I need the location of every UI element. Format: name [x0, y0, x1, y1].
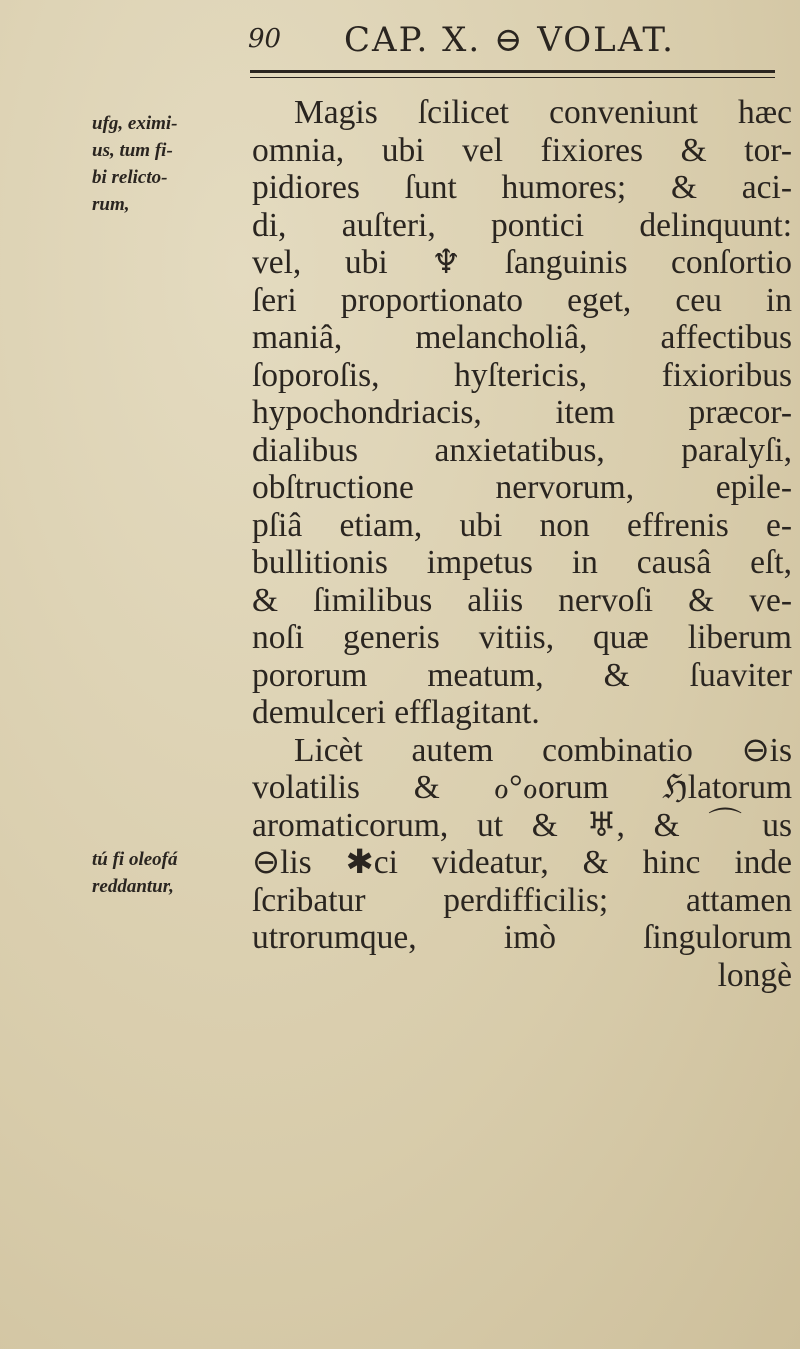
body-line: ſcribatur perdifficilis; attamen — [252, 881, 792, 919]
body-line: ſeri proportionato eget, ceu in — [252, 281, 792, 319]
page-header — [248, 18, 788, 58]
margin-note-line: ufg, eximi- — [92, 113, 178, 134]
margin-note-line: reddantur, — [92, 876, 174, 897]
margin-note-line: tú fi oleofá — [92, 849, 178, 870]
body-line: vel, ubi ♆ ſanguinis conſortio — [252, 244, 792, 281]
body-line: pororum meatum, & ſuaviter — [252, 656, 792, 694]
body-text — [252, 94, 792, 994]
margin-note-line: bi relicto- — [92, 167, 168, 188]
catchword: longè — [717, 956, 792, 994]
body-line: obſtructione nervorum, epile- — [252, 469, 792, 506]
body-line: omnia, ubi vel fixiores & tor- — [252, 131, 792, 169]
body-line: & ſimilibus aliis nervoſi & ve- — [252, 581, 792, 619]
body-line: di, auſteri, pontici delinquunt: — [252, 206, 792, 244]
body-line: aromaticorum, ut & ♅, & ⌒us — [252, 806, 792, 844]
body-line: maniâ, melancholiâ, affectibus — [252, 319, 792, 356]
body-line: volatilis & ℴ°ℴorum ℌlatorum — [252, 769, 792, 806]
body-line: dialibus anxietatibus, paralyſi, — [252, 431, 792, 469]
body-line: bullitionis impetus in causâ eſt, — [252, 544, 792, 581]
body-line: demulceri efflagitant. — [252, 694, 540, 731]
body-line: Licèt autem combinatio ⊖is — [294, 731, 792, 769]
body-line: ⊖lis ✱ci videatur, & hinc inde — [252, 844, 792, 881]
margin-note-line: rum, — [92, 194, 130, 215]
margin-note-line: us, tum fi- — [92, 140, 173, 161]
margin-note-1 — [92, 110, 242, 218]
body-line: noſi generis vitiis, quæ liberum — [252, 619, 792, 656]
page-number: 90 — [248, 24, 282, 54]
body-line: utrorumque, imò ſingulorum — [252, 919, 792, 956]
body-line: hypochondriacis, item præcor- — [252, 394, 792, 431]
body-line: pidiores ſunt humores; & aci- — [252, 169, 792, 206]
margin-note-2 — [92, 846, 242, 900]
header-rule — [250, 70, 775, 78]
running-title: CAP. X. ⊖ VOLAT. — [344, 20, 675, 60]
body-line: ſoporoſis, hyſtericis, fixioribus — [252, 356, 792, 394]
body-line: pſiâ etiam, ubi non effrenis e- — [252, 506, 792, 544]
body-line: Magis ſcilicet conveniunt hæc — [294, 94, 792, 131]
